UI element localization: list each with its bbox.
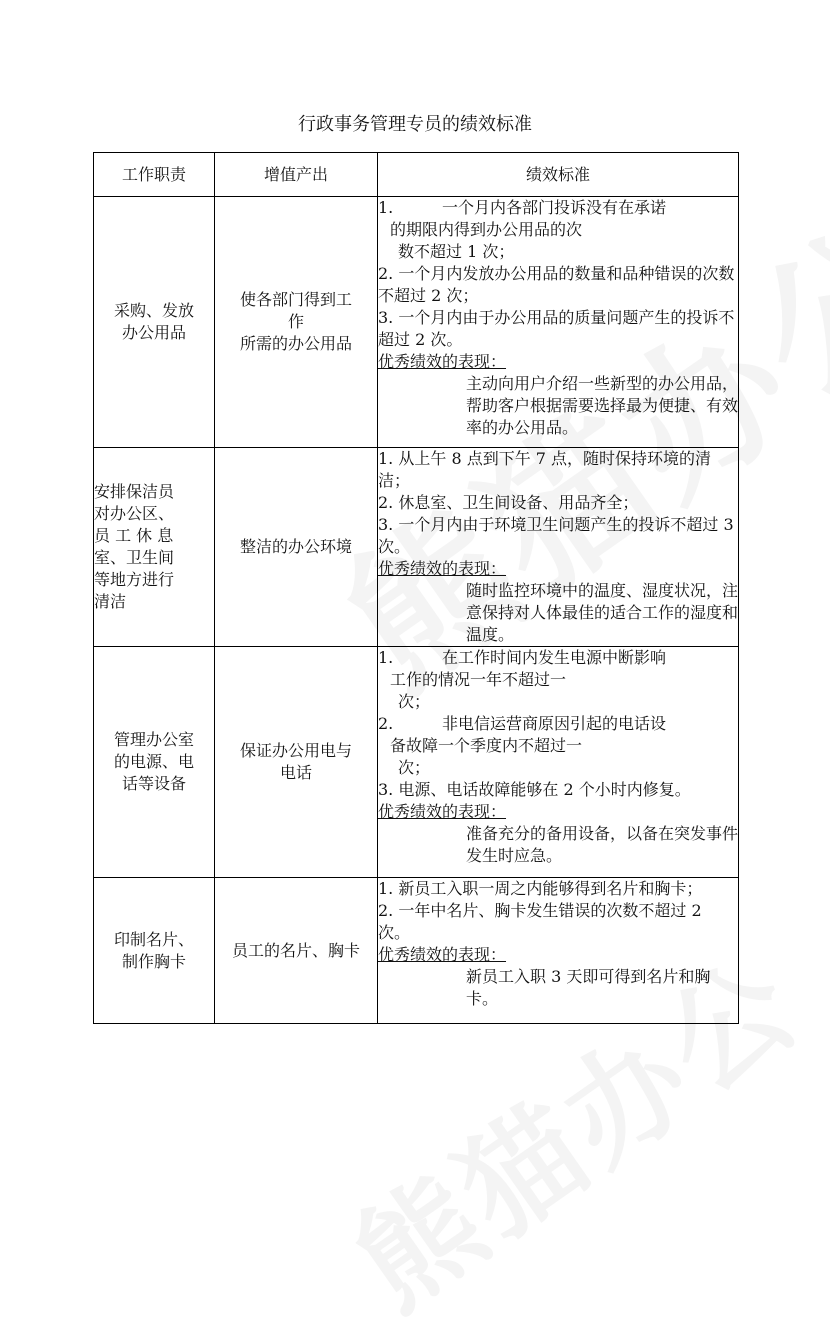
criterion-item: 3. 一个月内由于办公用品的质量问题产生的投诉不超过 2 次。 — [378, 308, 735, 349]
table-row — [94, 448, 739, 647]
standard-cell: 1. 一个月内各部门投诉没有在承诺 的期限内得到办公用品的次 数不超过 1 次； 2. 一个月内发放办公用品的数量和品种错误的次数不超过 2 次； 3. 一个月内由于办公用品的质量问题产生的投诉不超过 2 次。 优秀绩效的表现： 主动向用户介绍一些新型的办公用品，帮助客户根据需要选择最为便捷、有效率的办公用品。 — [378, 197, 739, 448]
criterion-item: 2. 休息室、卫生间设备、用品齐全； — [378, 493, 639, 512]
excellent-label: 优秀绩效的表现： — [378, 945, 507, 964]
criterion-item: 1. 新员工入职一周之内能够得到名片和胸卡； — [378, 879, 703, 898]
criterion-item: 1. 在工作时间内发生电源中断影响 — [378, 648, 667, 667]
excellent-text: 准备充分的备用设备，以备在突发事件发生时应急。 — [466, 824, 739, 865]
excellent-text: 主动向用户介绍一些新型的办公用品，帮助客户根据需要选择最为便捷、有效率的办公用品。 — [466, 374, 739, 437]
criterion-item: 1. 一个月内各部门投诉没有在承诺 — [378, 198, 667, 217]
header-standard: 绩效标准 — [378, 153, 739, 197]
standard-cell: 1. 在工作时间内发生电源中断影响 工作的情况一年不超过一 次； 2. 非电信运营商原因引起的电话设 备故障一个季度内不超过一 次； 3. 电源、电话故障能够在 2 个小时内修复。 优秀绩效的表现： 准备充分的备用设备，以备在突发事件发生时应急。 — [378, 647, 739, 878]
criterion-item: 3. 电源、电话故障能够在 2 个小时内修复。 — [378, 780, 691, 799]
standard-cell — [378, 448, 739, 647]
criterion-item: 2. 非电信运营商原因引起的电话设 — [378, 714, 667, 733]
duty-cell: 管理办公室 的电源、电 话等设备 — [94, 647, 215, 878]
table-header-row — [94, 153, 739, 197]
excellent-text: 新员工入职 3 天即可得到名片和胸卡。 — [466, 967, 711, 1008]
output-cell: 整洁的办公环境 — [215, 448, 378, 647]
criterion-item: 3. 一个月内由于环境卫生问题产生的投诉不超过 3 次。 — [378, 515, 734, 556]
document-title: 行政事务管理专员的绩效标准 — [298, 114, 532, 135]
criterion-item: 2. 一年中名片、胸卡发生错误的次数不超过 2 次。 — [378, 901, 702, 942]
table-row — [94, 878, 739, 1024]
duty-cell: 印制名片、 制作胸卡 — [94, 878, 215, 1024]
performance-table — [93, 152, 739, 1024]
table-row — [94, 197, 739, 448]
output-cell: 保证办公用电与 电话 — [215, 647, 378, 878]
duty-cell: 采购、发放 办公用品 — [94, 197, 215, 448]
excellent-text: 随时监控环境中的温度、湿度状况，注意保持对人体最佳的适合工作的湿度和温度。 — [466, 581, 739, 644]
header-output: 增值产出 — [215, 153, 378, 197]
criterion-item: 2. 一个月内发放办公用品的数量和品种错误的次数不超过 2 次； — [378, 264, 735, 305]
excellent-label: 优秀绩效的表现： — [378, 802, 507, 821]
output-cell: 员工的名片、胸卡 — [215, 878, 378, 1024]
excellent-label: 优秀绩效的表现： — [378, 352, 507, 371]
header-duty: 工作职责 — [94, 153, 215, 197]
table-row — [94, 647, 739, 878]
excellent-label: 优秀绩效的表现： — [378, 559, 507, 578]
output-cell: 使各部门得到工 作 所需的办公用品 — [215, 197, 378, 448]
standard-cell — [378, 878, 739, 1024]
criterion-item: 1. 从上午 8 点到下午 7 点，随时保持环境的清洁； — [378, 449, 712, 490]
duty-cell: 安排保洁员 对办公区、 员 工 休 息 室、卫生间 等地方进行 清洁 — [94, 448, 215, 647]
